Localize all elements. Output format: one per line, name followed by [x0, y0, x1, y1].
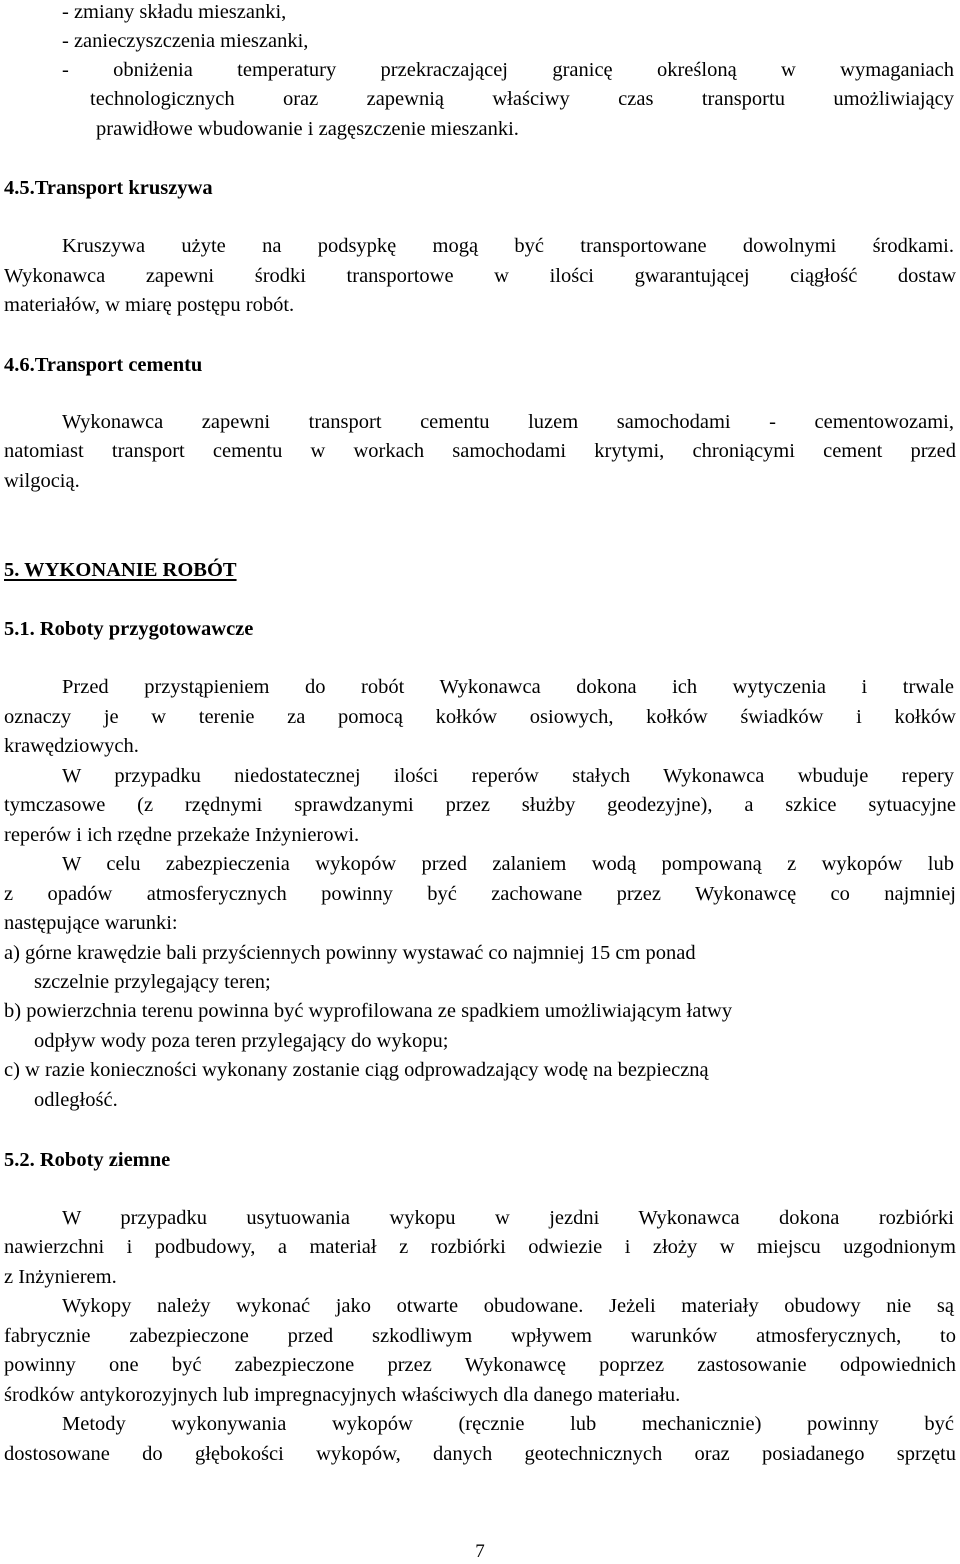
paragraph-line: fabrycznie zabezpieczone przed szkodliwym wpływem warunków atmosferycznych, to	[4, 1325, 956, 1347]
list-item: a) górne krawędzie bali przyściennych powinny wystawać co najmniej 15 cm ponad	[4, 942, 696, 964]
paragraph-line: natomiast transport cementu w workach samochodami krytymi, chroniącymi cement przed	[4, 440, 956, 462]
paragraph-line: Przed przystąpieniem do robót Wykonawca dokona ich wytyczenia i trwale	[62, 676, 954, 698]
list-item-continuation: odległość.	[34, 1089, 118, 1111]
section-heading-5-1: 5.1. Roboty przygotowawcze	[4, 618, 254, 640]
list-item: b) powierzchnia terenu powinna być wyprofilowana ze spadkiem umożliwiającym łatwy	[4, 1000, 733, 1022]
paragraph-line: Wykonawca zapewni środki transportowe w ilości gwarantującej ciągłość dostaw	[4, 265, 956, 287]
paragraph-line: wilgocią.	[4, 470, 80, 492]
paragraph-line: powinny one być zabezpieczone przez Wykonawcę poprzez zastosowanie odpowiednich	[4, 1354, 956, 1376]
paragraph-line: Wykonawca zapewni transport cementu luzem samochodami - cementowozami,	[62, 411, 954, 433]
paragraph-line: W przypadku niedostatecznej ilości reperów stałych Wykonawca wbuduje repery	[62, 765, 954, 787]
list-item-continuation: szczelnie przylegający teren;	[34, 971, 271, 993]
paragraph-line: reperów i ich rzędne przekaże Inżynierowi.	[4, 824, 360, 846]
paragraph-line: Kruszywa użyte na podsypkę mogą być transportowane dowolnymi środkami.	[62, 235, 954, 257]
page-number: 7	[475, 1541, 485, 1562]
paragraph-line: W przypadku usytuowania wykopu w jezdni Wykonawca dokona rozbiórki	[62, 1207, 954, 1229]
paragraph-line: W celu zabezpieczenia wykopów przed zalaniem wodą pompowaną z wykopów lub	[62, 853, 954, 875]
paragraph-line: oznaczy je w terenie za pomocą kołków osiowych, kołków świadków i kołków	[4, 706, 956, 728]
paragraph-line: z Inżynierem.	[4, 1266, 117, 1288]
paragraph-line: następujące warunki:	[4, 912, 178, 934]
paragraph-line: materiałów, w miarę postępu robót.	[4, 294, 295, 316]
list-item-continuation: odpływ wody poza teren przylegający do wykopu;	[34, 1030, 449, 1052]
section-heading-4-6: 4.6.Transport cementu	[4, 354, 203, 376]
list-item: c) w razie konieczności wykonany zostanie ciąg odprowadzający wodę na bezpieczną	[4, 1059, 709, 1081]
paragraph-line: krawędziowych.	[4, 735, 139, 757]
list-item-continuation: prawidłowe wbudowanie i zagęszczenie mieszanki.	[96, 118, 519, 140]
paragraph-line: Wykopy należy wykonać jako otwarte obudowane. Jeżeli materiały obudowy nie są	[62, 1295, 954, 1317]
paragraph-line: środków antykorozyjnych lub impregnacyjnych właściwych dla danego materiału.	[4, 1384, 681, 1406]
paragraph-line: z opadów atmosferycznych powinny być zachowane przez Wykonawcę co najmniej	[4, 883, 956, 905]
list-item: - obniżenia temperatury przekraczającej granicę określoną w wymaganiach	[62, 59, 954, 81]
paragraph-line: nawierzchni i podbudowy, a materiał z rozbiórki odwiezie i złoży w miejscu uzgodnionym	[4, 1236, 956, 1258]
paragraph-line: dostosowane do głębokości wykopów, danych geotechnicznych oraz posiadanego sprzętu	[4, 1443, 956, 1465]
list-item: - zmiany składu mieszanki,	[62, 1, 287, 23]
list-item: - zanieczyszczenia mieszanki,	[62, 30, 309, 52]
paragraph-line: Metody wykonywania wykopów (ręcznie lub mechanicznie) powinny być	[62, 1413, 954, 1435]
section-heading-4-5: 4.5.Transport kruszywa	[4, 177, 213, 199]
list-item-continuation: technologicznych oraz zapewnią właściwy czas transportu umożliwiający	[90, 88, 954, 110]
chapter-heading-5: 5. WYKONANIE ROBÓT	[4, 559, 237, 581]
section-heading-5-2: 5.2. Roboty ziemne	[4, 1149, 171, 1171]
paragraph-line: tymczasowe (z rzędnymi sprawdzanymi przez służby geodezyjne), a szkice sytuacyjne	[4, 794, 956, 816]
